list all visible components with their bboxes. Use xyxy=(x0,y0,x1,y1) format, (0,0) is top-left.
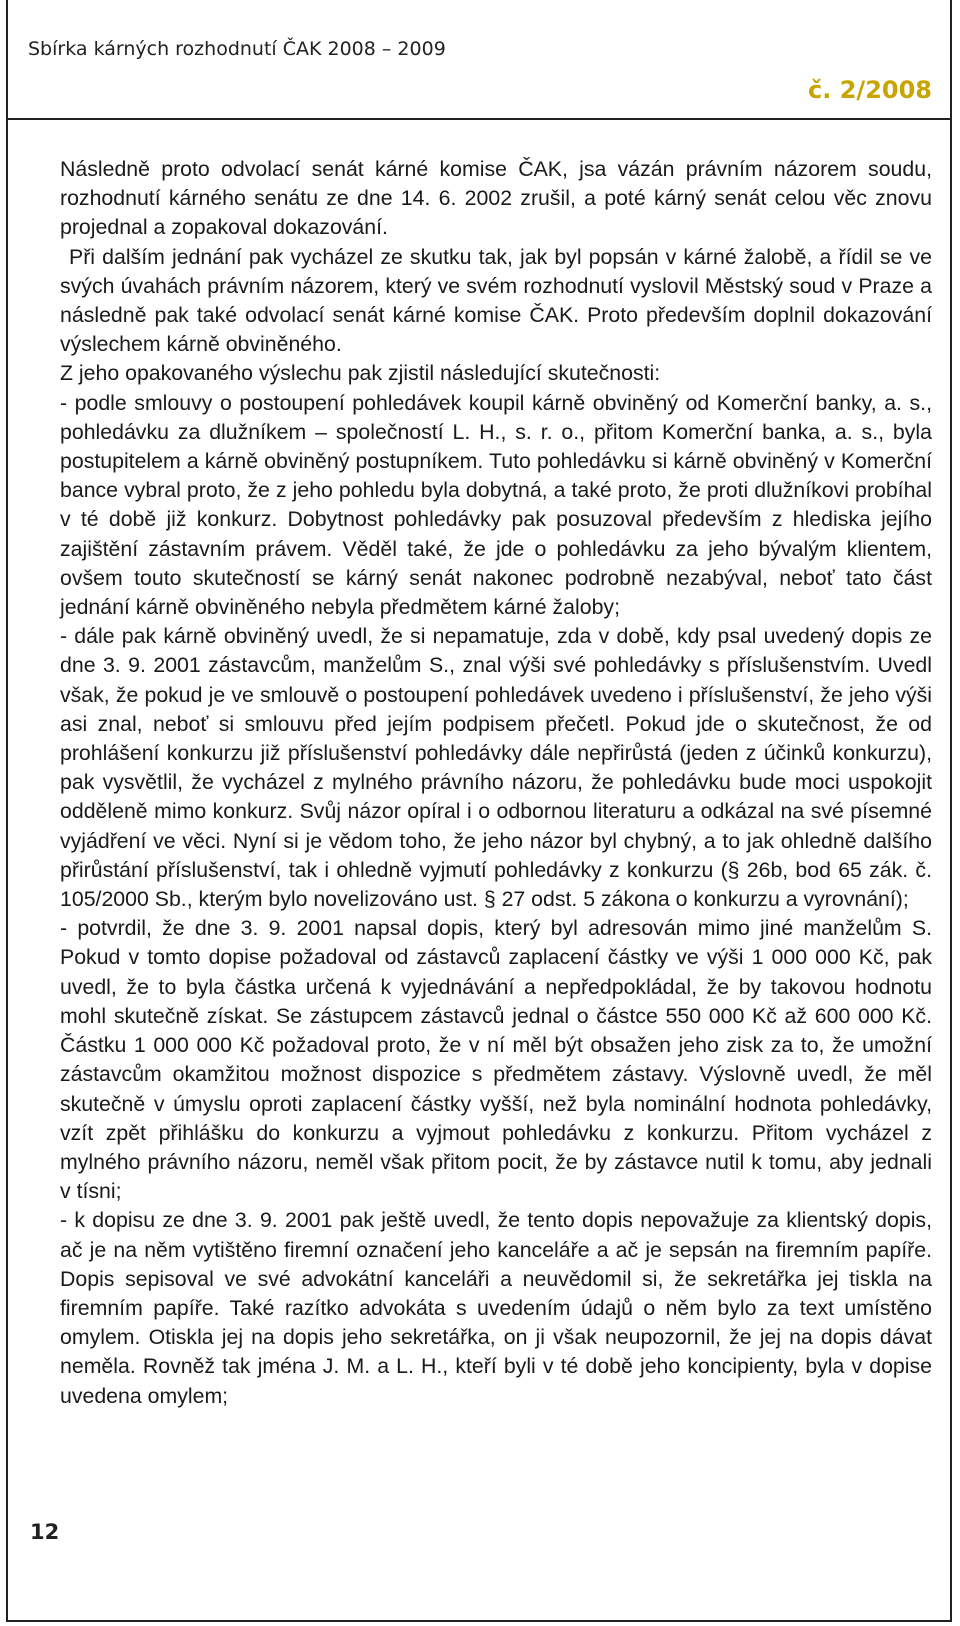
list-item: - potvrdil, že dne 3. 9. 2001 napsal dopis, který byl adresován mimo jiné manželům S. Pokud v tomto dopise požadoval od zástavců zaplacení částky ve výši 1 000 000 Kč, pak uvedl, že to byla částka určená k vyjednávání a nepředpokládal, že by takovou hodnotu mohl skutečně získat. Se zástupcem zástavců jednal o částce 550 000 Kč až 600 000 Kč. Částku 1 000 000 Kč požadoval proto, že v ní měl být obsažen jeho zisk za to, že umožní zástavcům okamžitou možnost dispozice s předmětem zástavy. Výslovně uvedl, že měl skutečně v úmyslu oproti zaplacení částky vyšší, než byla nominální hodnota pohledávky, vzít zpět přihlášku do konkurzu a vyjmout pohledávku z konkurzu. Přitom vycházel z mylného právního názoru, neměl však přitom pocit, že by zástavce nutil k tomu, aby jednali v tísni; xyxy=(60,916,932,1204)
list-item: - dále pak kárně obviněný uvedl, že si nepamatuje, zda v době, kdy psal uvedený dopis ze dne 3. 9. 2001 zástavcům, manželům S., znal výši své pohledávky s příslušenstvím. Uvedl však, že pokud je ve smlouvě o postoupení pohledávek uvedeno i příslušenství, že jeho výši asi znal, neboť si smlouvu před jejím podpisem přečetl. Pokud jde o skutečnost, že od prohlášení konkurzu již příslušenství pohledávky dále nepřirůstá (jeden z účinků konkurzu), pak vysvětlil, že vycházel z mylného právního názoru, že pohledávku bude moci uspokojit odděleně mimo konkurz. Svůj názor opíral i o odbornou literaturu a odkázal na své písemné vyjádření ve věci. Nyní si je vědom toho, že jeho názor byl chybný, a to jak ohledně dalšího přirůstání příslušenství, tak i ohledně vyjmutí pohledávky z konkurzu (§ 26b, bod 65 zák. č. 105/2000 Sb., kterým bylo novelizováno ust. § 27 odst. 5 zákona o konkurzu a vyrovnání); xyxy=(60,624,932,912)
list-item: - k dopisu ze dne 3. 9. 2001 pak ještě uvedl, že tento dopis nepovažuje za klientský dopis, ač je na něm vytištěno firemní označení jeho kanceláře a ač je sepsán na firemním papíře. Dopis sepisoval ve své advokátní kanceláři a neuvědomil si, že sekretářka jej tiskla na firemním papíře. Také razítko advokáta s uvedením údajů o něm bylo za text umístěno omylem. Otiskla jej na dopis jeho sekretářka, on ji však neupozornil, že jej na dopis dávat neměla. Rovněž tak jména J. M. a L. H., kteří byli v té době jeho koncipienty, byla v dopise uvedena omylem; xyxy=(60,1208,932,1408)
paragraph: Následně proto odvolací senát kárné komise ČAK, jsa vázán právním názorem soudu, rozhodnutí kárného senátu ze dne 14. 6. 2002 zrušil, a poté kárný senát celou věc znovu projednal a zopakoval dokazování. xyxy=(60,157,932,240)
body-text xyxy=(60,155,932,1411)
issue-number: č. 2/2008 xyxy=(808,76,932,104)
page-number: 12 xyxy=(30,1520,60,1544)
page-frame xyxy=(6,0,952,1622)
page-header xyxy=(8,0,950,120)
paragraph: Při dalším jednání pak vycházel ze skutku tak, jak byl popsán v kárné žalobě, a řídil se ve svých úvahách právním názorem, který ve svém rozhodnutí vyslovil Městský soud v Praze a následně pak také odvolací senát kárné komise ČAK. Proto především doplnil dokazování výslechem kárně obviněného. xyxy=(60,244,932,357)
series-title: Sbírka kárných rozhodnutí ČAK 2008 – 2009 xyxy=(28,38,446,60)
list-item: - podle smlouvy o postoupení pohledávek koupil kárně obviněný od Komerční banky, a. s., pohledávku za dlužníkem – společností L. H., s. r. o., přitom Komerční banka, a. s., byla postupitelem a kárně obviněný postupníkem. Tuto pohledávku si kárně obviněný v Komerční bance vybral proto, že z jeho pohledu byla dobytná, a také proto, že proti dlužníkovi probíhal v té době již konkurz. Dobytnost pohledávky pak posuzoval především z hlediska jejího zajištění zástavním právem. Věděl také, že jde o pohledávku za jeho bývalým klientem, ovšem touto skutečností se kárný senát nakonec podrobně nezabýval, neboť tato část jednání kárně obviněného nebyla předmětem kárné žaloby; xyxy=(60,390,932,620)
paragraph: Z jeho opakovaného výslechu pak zjistil následující skutečnosti: xyxy=(60,361,661,386)
